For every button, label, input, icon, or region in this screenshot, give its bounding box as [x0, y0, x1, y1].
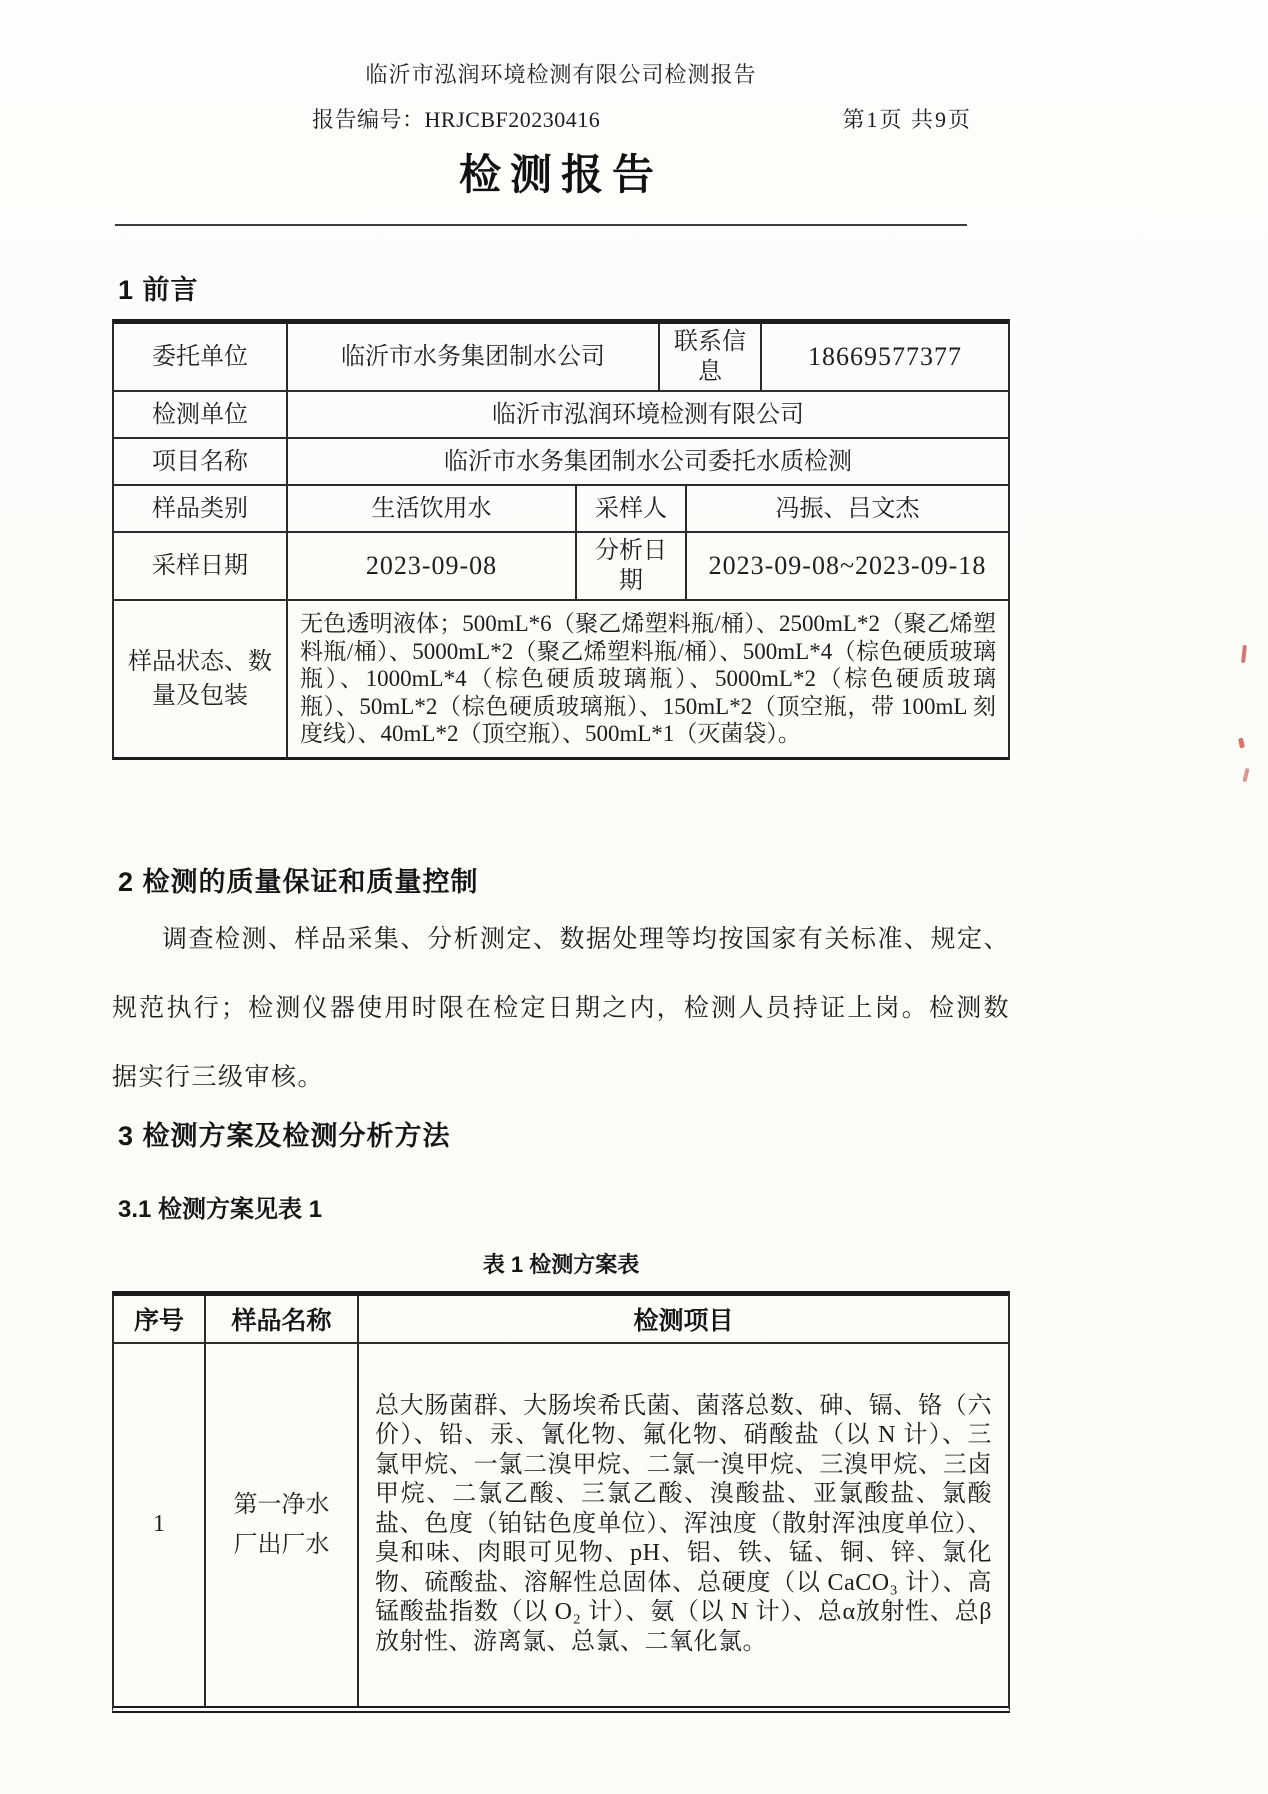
preface-row-sample-type	[114, 486, 1008, 533]
lab-label-cell: 检测单位	[114, 392, 288, 437]
lab-value-cell: 临沂市泓润环境检测有限公司	[492, 401, 804, 428]
analysis-date-value-cell: 2023-09-08~2023-09-18	[708, 550, 987, 580]
table-row	[114, 1344, 1008, 1706]
qa-paragraph: 调查检测、样品采集、分析测定、数据处理等均按国家有关标准、规定、规范执行；检测仪器使用时限在检定日期之内，检测人员持证上岗。检测数据实行三级审核。	[112, 925, 1011, 1091]
client-label-cell: 委托单位	[114, 324, 288, 390]
sample-state-text: 无色透明液体；500mL*6（聚乙烯塑料瓶/桶）、2500mL*2（聚乙烯塑料瓶/桶）、5000mL*2（聚乙烯塑料瓶/桶）、500mL*4（棕色硬质玻璃瓶）、1000mL*4（棕色硬质玻璃瓶）、5000mL*2（棕色硬质玻璃瓶）、50mL*2（棕色硬质玻璃瓶）、150mL*2（顶空瓶，带 100mL 刻度线）、40mL*2（顶空瓶）、500mL*1（灭菌袋）。	[300, 611, 996, 746]
plan-table-header-row	[114, 1296, 1008, 1344]
report-number-value: HRJCBF20230416	[424, 107, 601, 132]
sample-type-label-cell: 样品类别	[114, 486, 288, 531]
section3-heading: 3 检测方案及检测分析方法	[118, 1120, 451, 1151]
header-meta-row	[112, 103, 1010, 134]
sample-state-value-cell	[288, 601, 1008, 757]
title-divider	[115, 224, 967, 226]
sample-state-label-cell: 样品状态、数量及包装	[114, 601, 288, 757]
section2-heading: 2 检测的质量保证和质量控制	[118, 866, 479, 897]
row-items-text: 总大肠菌群、大肠埃希氏菌、菌落总数、砷、镉、铬（六价）、铅、汞、氰化物、氟化物、硝酸盐（以 N 计）、三氯甲烷、一氯二溴甲烷、二氯一溴甲烷、三溴甲烷、三卤甲烷、二氯乙酸、三氯乙酸、溴酸盐、亚氯酸盐、氯酸盐、色度（铂钴色度单位）、浑浊度（散射浑浊度单位）、臭和味、肉眼可见物、pH、铝、铁、锰、铜、锌、氯化物、硫酸盐、溶解性总固体、总硬度（以 CaCO₃ 计）、高锰酸盐指数（以 O₂ 计）、氨（以 N 计）、总α放射性、总β放射性、游离氯、总氯、二氧化氯。	[375, 1392, 992, 1655]
preface-table	[112, 319, 1010, 760]
sampling-date-value-cell: 2023-09-08	[288, 533, 577, 599]
client-value-cell: 临沂市水务集团制水公司	[288, 324, 660, 390]
preface-row-client	[114, 324, 1008, 392]
sample-type-value-cell: 生活饮用水	[288, 486, 577, 531]
contact-label-cell: 联系信息	[660, 324, 762, 390]
report-number	[112, 103, 600, 134]
plan-table	[112, 1291, 1010, 1713]
analysis-date-label-cell: 分析日期	[577, 533, 687, 599]
scan-artifact	[1238, 738, 1245, 749]
project-label-cell: 项目名称	[114, 439, 288, 484]
row-no-cell: 1	[114, 1344, 206, 1706]
project-value-cell: 临沂市水务集团制水公司委托水质检测	[444, 448, 852, 475]
section1-heading: 1 前言	[118, 275, 199, 305]
row-sample-name-cell: 第一净水厂出厂水	[206, 1344, 359, 1706]
scan-artifact	[1241, 645, 1247, 663]
page-indicator: 第1页 共9页	[842, 107, 972, 132]
preface-row-sample-state	[114, 601, 1008, 757]
document-title: 检测报告	[458, 151, 663, 198]
preface-row-lab	[114, 392, 1008, 439]
col-header-sample-name: 样品名称	[206, 1296, 359, 1342]
sampler-label-cell: 采样人	[577, 486, 687, 531]
table1-caption: 表 1 检测方案表	[482, 1251, 640, 1277]
section31-heading: 3.1 检测方案见表 1	[118, 1195, 323, 1223]
header-org-title: 临沂市泓润环境检测有限公司检测报告	[365, 62, 757, 87]
contact-value-cell: 18669577377	[808, 341, 962, 371]
report-number-label: 报告编号：	[312, 107, 425, 132]
preface-row-dates	[114, 533, 1008, 601]
preface-row-project	[114, 439, 1008, 486]
sampling-date-label-cell: 采样日期	[114, 533, 288, 599]
row-items-cell	[359, 1344, 1008, 1706]
col-header-no: 序号	[114, 1296, 206, 1342]
scan-artifact	[1242, 768, 1249, 783]
sampler-value-cell: 冯振、吕文杰	[775, 495, 920, 522]
col-header-items: 检测项目	[633, 1306, 734, 1335]
